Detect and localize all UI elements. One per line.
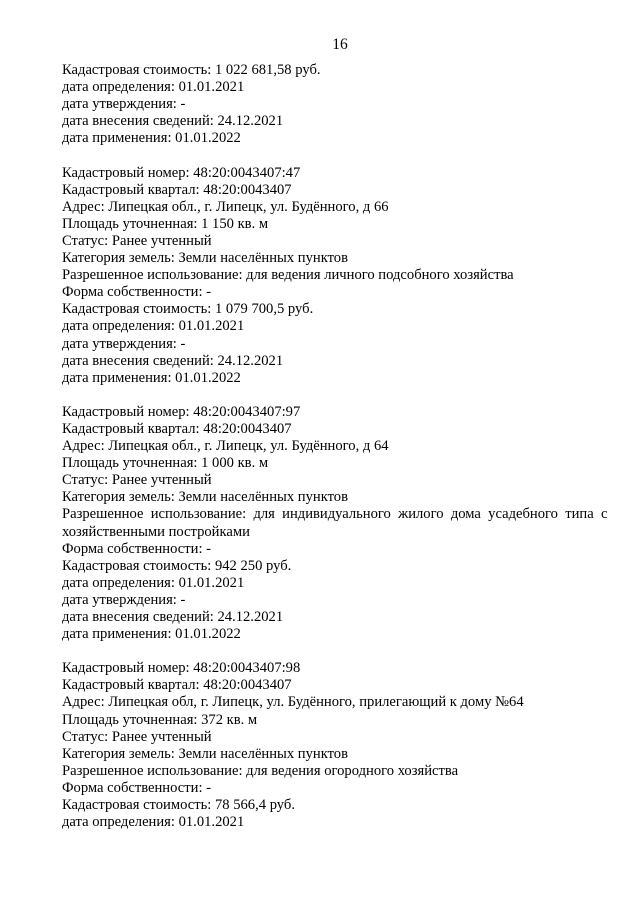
record-line: Разрешенное использование: для ведения огородного хозяйства [62, 762, 459, 779]
record-line: дата утверждения: - [62, 591, 186, 608]
block-spacer [62, 643, 640, 660]
record-line: Кадастровый номер: 48:20:0043407:98 [62, 660, 301, 677]
block-spacer [62, 147, 640, 164]
record-line: Кадастровая стоимость: 1 022 681,58 руб. [62, 62, 321, 78]
record-line: Кадастровый квартал: 48:20:0043407 [62, 420, 292, 437]
record-line: Площадь уточненная: 1 150 кв. м [62, 215, 269, 232]
record-line: Площадь уточненная: 372 кв. м [62, 711, 258, 728]
record-line: Кадастровая стоимость: 942 250 руб. [62, 557, 292, 574]
record-line: Форма собственности: - [62, 284, 212, 301]
page-number: 16 [332, 36, 348, 53]
record-line: Статус: Ранее учтенный [62, 232, 212, 249]
record-line: Кадастровая стоимость: 78 566,4 руб. [62, 797, 295, 814]
record-line: Адрес: Липецкая обл., г. Липецк, ул. Будённого, д 66 [62, 198, 389, 215]
record-line: дата определения: 01.01.2021 [62, 574, 245, 591]
record-line: дата определения: 01.01.2021 [62, 814, 245, 831]
record-line: Разрешенное использование: для индивидуального жилого дома усадебного типа с [62, 506, 608, 523]
record-line: Адрес: Липецкая обл, г. Липецк, ул. Будённого, прилегающий к дому №64 [62, 694, 524, 711]
record-line: Статус: Ранее учтенный [62, 728, 212, 745]
record-line: Категория земель: Земли населённых пунктов [62, 489, 348, 506]
record-line: Адрес: Липецкая обл., г. Липецк, ул. Будённого, д 64 [62, 438, 389, 455]
record-line: дата внесения сведений: 24.12.2021 [62, 609, 284, 625]
record-line: дата применения: 01.01.2022 [62, 626, 241, 643]
record-line: Форма собственности: - [62, 540, 212, 557]
document-body [62, 62, 640, 831]
record-line: Кадастровая стоимость: 1 079 700,5 руб. [62, 301, 314, 318]
record-line: дата применения: 01.01.2022 [62, 369, 241, 386]
record-line: дата внесения сведений: 24.12.2021 [62, 352, 284, 369]
record-line: Форма собственности: - [62, 779, 212, 796]
cadastral-record [62, 404, 640, 643]
record-line: Категория земель: Земли населённых пунктов [62, 745, 348, 762]
record-line: дата утверждения: - [62, 96, 186, 113]
record-line: Кадастровый квартал: 48:20:0043407 [62, 181, 292, 198]
record-line: дата применения: 01.01.2022 [62, 130, 241, 147]
record-line: Кадастровый номер: 48:20:0043407:97 [62, 403, 301, 420]
record-line: Кадастровый квартал: 48:20:0043407 [62, 677, 292, 694]
record-line: дата определения: 01.01.2021 [62, 318, 245, 335]
record-line: Кадастровый номер: 48:20:0043407:47 [62, 164, 301, 181]
record-line: Категория земель: Земли населённых пунктов [62, 250, 348, 267]
cadastral-record [62, 660, 640, 831]
record-line: Площадь уточненная: 1 000 кв. м [62, 455, 269, 472]
record-line: Разрешенное использование: для ведения личного подсобного хозяйства [62, 267, 514, 284]
record-line: дата утверждения: - [62, 335, 186, 352]
record-line: хозяйственными постройками [62, 523, 250, 540]
record-line: дата определения: 01.01.2021 [62, 79, 245, 96]
record-line: дата внесения сведений: 24.12.2021 [62, 113, 284, 130]
record-line: Статус: Ранее учтенный [62, 472, 212, 489]
cadastral-record [62, 165, 640, 387]
block-spacer [62, 387, 640, 404]
cadastral-record [62, 62, 640, 147]
